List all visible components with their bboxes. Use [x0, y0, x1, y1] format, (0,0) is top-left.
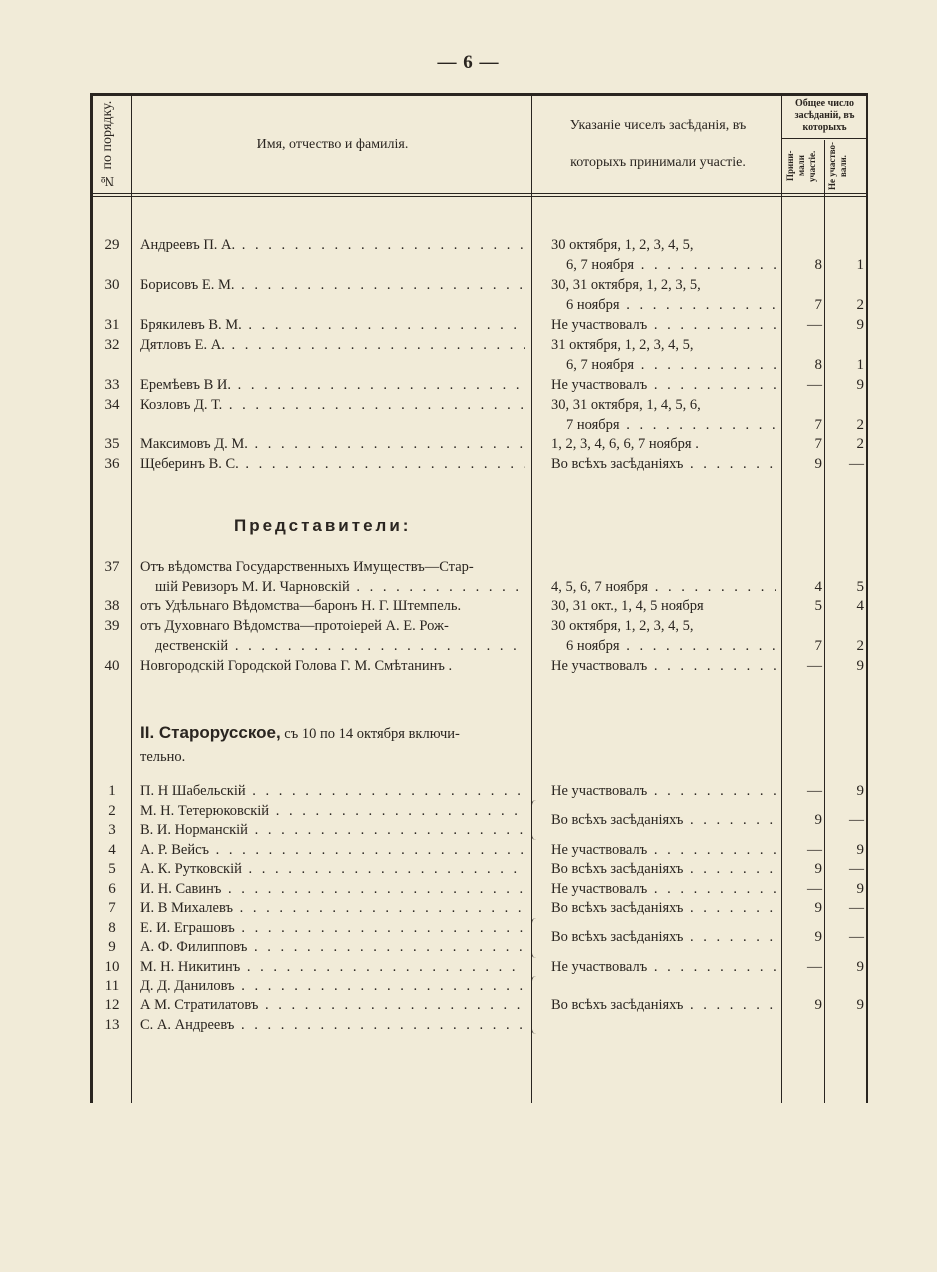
person-name: Андреевъ П. А. . . .: [140, 236, 525, 255]
header-name: Имя, отчество и фамилія.: [256, 137, 409, 152]
person-name: Щеберинъ В. С. . . .: [140, 455, 525, 474]
table-top-rule: [92, 93, 868, 96]
person-name: шій Ревизоръ М. И. Чарновскій . . .: [155, 578, 525, 597]
row-number: 13: [104, 1017, 120, 1033]
header-total-2: засѣданій, въ: [794, 110, 855, 121]
dates-line: 7 ноября . . .: [566, 416, 776, 435]
row-number: 40: [104, 658, 120, 674]
not-part-count: —: [849, 812, 864, 828]
not-part-count: 9: [856, 658, 864, 674]
header-bottom-rule: [92, 193, 868, 194]
row-number: 11: [104, 978, 120, 994]
row-number: 31: [104, 317, 120, 333]
person-name: Е. И. Еграшовъ . . .: [140, 919, 525, 938]
section-representatives: Представители:: [234, 516, 412, 535]
header-not-part: Не участво- вали.: [827, 141, 848, 191]
row-number: 39: [104, 618, 120, 634]
dates-line: 31 октября, 1, 2, 3, 4, 5,: [551, 337, 694, 353]
not-part-count: 9: [856, 881, 864, 897]
col-no-rule: [131, 96, 132, 1103]
dates-line: 4, 5, 6, 7 ноября . . .: [551, 578, 776, 597]
brace-11-13: [531, 976, 536, 1034]
not-part-count: —: [849, 929, 864, 945]
not-part-count: 1: [856, 357, 864, 373]
dates-line: Не участвовалъ . . .: [551, 316, 776, 335]
person-name: А. Р. Вейсъ . . .: [140, 841, 525, 860]
took-part-count: 9: [814, 997, 822, 1013]
header-number: № по порядку.: [100, 100, 115, 188]
row-number: 29: [104, 237, 120, 253]
dates-line: 30 октября, 1, 2, 3, 4, 5,: [551, 237, 694, 253]
dates-line: Не участвовалъ . . .: [551, 880, 776, 899]
page-number: — 6 —: [437, 52, 500, 73]
row-number: 32: [104, 337, 120, 353]
took-part-count: 9: [814, 900, 822, 916]
dates-line: Не участвовалъ . . .: [551, 841, 776, 860]
person-name: М. Н. Тетерюковскій . . .: [140, 802, 525, 821]
took-part-count: —: [807, 959, 822, 975]
header-bottom-rule-2: [92, 196, 868, 197]
dates-line: Во всѣхъ засѣданіяхъ . . .: [551, 860, 776, 879]
not-part-count: 9: [856, 317, 864, 333]
row-number: 8: [108, 920, 116, 936]
row-number: 9: [108, 939, 116, 955]
dates-line: 1, 2, 3, 4, 6, 6, 7 ноября .: [551, 436, 699, 452]
dates-line: Не участвовалъ . . .: [551, 376, 776, 395]
not-part-count: 2: [856, 638, 864, 654]
person-name: отъ Удѣльнаго Вѣдомства—баронъ Н. Г. Штемпель.: [140, 598, 462, 614]
person-name: Брякилевъ В. М. . . .: [140, 316, 525, 335]
person-name: Борисовъ Е. М. . . .: [140, 276, 525, 295]
dates-line: 6, 7 ноября . . .: [566, 256, 776, 275]
not-part-count: 9: [856, 959, 864, 975]
dates-line: Во всѣхъ засѣданіяхъ . . .: [551, 455, 776, 474]
took-part-count: —: [807, 881, 822, 897]
dates-line: 6, 7 ноября . . .: [566, 356, 776, 375]
dates-line: 6 ноября . . .: [566, 296, 776, 315]
row-number: 6: [108, 881, 116, 897]
section-2-dates: съ 10 по 14 октября включи-: [280, 726, 460, 742]
dates-line: Во всѣхъ засѣданіяхъ . . .: [551, 928, 776, 947]
brace-2-3: [531, 800, 536, 840]
person-name: Новгородскій Городской Голова Г. М. Смѣтанинъ .: [140, 658, 453, 674]
took-part-count: —: [807, 842, 822, 858]
not-part-count: 9: [856, 997, 864, 1013]
took-part-count: 7: [814, 417, 822, 433]
not-part-count: —: [849, 900, 864, 916]
person-name: дественскій . . .: [155, 637, 525, 656]
header-total-1: Общее число: [794, 98, 855, 109]
dates-line: 6 ноября . . .: [566, 637, 776, 656]
person-name: П. Н Шабельскій . . .: [140, 782, 525, 801]
took-part-count: 9: [814, 812, 822, 828]
not-part-count: 2: [856, 417, 864, 433]
row-number: 36: [104, 456, 120, 472]
row-number: 1: [108, 783, 116, 799]
not-part-count: 5: [856, 579, 864, 595]
not-part-count: 1: [856, 257, 864, 273]
dates-line: Не участвовалъ . . .: [551, 657, 776, 676]
person-name: И. В Михалевъ . . .: [140, 899, 525, 918]
row-number: 33: [104, 377, 120, 393]
row-number: 38: [104, 598, 120, 614]
header-dates-1: Указаніе чиселъ засѣданія, въ: [569, 118, 747, 133]
took-part-count: —: [807, 658, 822, 674]
not-part-count: —: [849, 861, 864, 877]
not-part-count: 4: [856, 598, 864, 614]
row-number: 30: [104, 277, 120, 293]
dates-line: Во всѣхъ засѣданіяхъ . . .: [551, 899, 776, 918]
table-right-rule: [866, 96, 868, 1103]
row-number: 4: [108, 842, 116, 858]
table-left-rule: [90, 93, 93, 1103]
person-name: Еремѣевъ В И. . . .: [140, 376, 525, 395]
section-2-heading: [140, 721, 535, 769]
row-number: 3: [108, 822, 116, 838]
row-number: 34: [104, 397, 120, 413]
took-part-count: 7: [814, 436, 822, 452]
took-part-count: 9: [814, 456, 822, 472]
not-part-count: 9: [856, 842, 864, 858]
row-number: 10: [104, 959, 120, 975]
person-name: А М. Стратилатовъ . . .: [140, 996, 525, 1015]
row-number: 37: [104, 559, 120, 575]
dates-line: 30, 31 окт., 1, 4, 5 ноября: [551, 598, 704, 614]
took-part-count: 4: [814, 579, 822, 595]
row-number: 2: [108, 803, 116, 819]
brace-8-9: [531, 918, 536, 958]
dates-line: Во всѣхъ засѣданіяхъ . . .: [551, 811, 776, 830]
row-number: 5: [108, 861, 116, 877]
took-part-count: 8: [814, 257, 822, 273]
took-part-count: —: [807, 783, 822, 799]
took-part-count: 9: [814, 861, 822, 877]
took-part-count: 5: [814, 598, 822, 614]
took-part-count: 8: [814, 357, 822, 373]
dates-line: Не участвовалъ . . .: [551, 958, 776, 977]
total-sub-rule: [781, 138, 867, 139]
row-number: 12: [104, 997, 120, 1013]
dates-line: 30, 31 октября, 1, 4, 5, 6,: [551, 397, 701, 413]
person-name: А. К. Рутковскій . . .: [140, 860, 525, 879]
not-part-count: 2: [856, 436, 864, 452]
person-name: отъ Духовнаго Вѣдомства—протоіерей А. Е. Рож-: [140, 618, 449, 634]
section-2-dates-cont: тельно.: [140, 749, 186, 765]
person-name: Д. Д. Даниловъ . . .: [140, 977, 525, 996]
row-number: 35: [104, 436, 120, 452]
col-split-rule: [824, 140, 825, 1103]
header-dates-2: которыхъ принимали участіе.: [570, 155, 746, 170]
col-dates-rule: [781, 96, 782, 1103]
took-part-count: —: [807, 317, 822, 333]
not-part-count: —: [849, 456, 864, 472]
took-part-count: 7: [814, 297, 822, 313]
not-part-count: 9: [856, 377, 864, 393]
header-total-3: которыхъ: [802, 122, 847, 133]
row-number: 7: [108, 900, 116, 916]
took-part-count: —: [807, 377, 822, 393]
not-part-count: 2: [856, 297, 864, 313]
person-name: И. Н. Савинъ . . .: [140, 880, 525, 899]
dates-line: 30, 31 октября, 1, 2, 3, 5,: [551, 277, 701, 293]
dates-line: 30 октября, 1, 2, 3, 4, 5,: [551, 618, 694, 634]
person-name: Максимовъ Д. М. . . .: [140, 435, 525, 454]
section-2-title: II. Старорусское,: [140, 723, 281, 742]
person-name: Отъ вѣдомства Государственныхъ Имуществъ—Стар-: [140, 559, 474, 575]
person-name: С. А. Андреевъ . . .: [140, 1016, 525, 1035]
person-name: А. Ф. Филипповъ . . .: [140, 938, 525, 957]
dates-line: Во всѣхъ засѣданіяхъ . . .: [551, 996, 776, 1015]
header-took-part: Прини- мали участіе.: [785, 150, 817, 182]
person-name: Дятловъ Е. А. . . .: [140, 336, 525, 355]
took-part-count: 7: [814, 638, 822, 654]
took-part-count: 9: [814, 929, 822, 945]
person-name: В. И. Норманскій . . .: [140, 821, 525, 840]
person-name: Козловъ Д. Т. . . .: [140, 396, 525, 415]
not-part-count: 9: [856, 783, 864, 799]
dates-line: Не участвовалъ . . .: [551, 782, 776, 801]
person-name: М. Н. Никитинъ . . .: [140, 958, 525, 977]
